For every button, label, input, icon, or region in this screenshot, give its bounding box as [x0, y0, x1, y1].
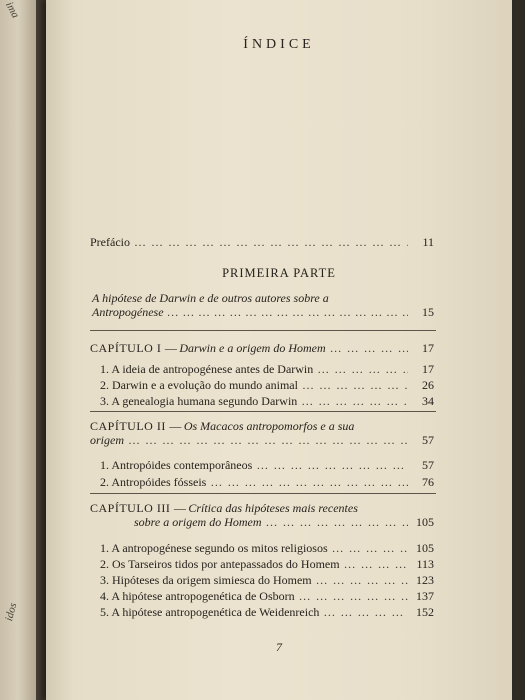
toc-page-number: 26 [422, 378, 434, 392]
page-title: ÍNDICE [243, 37, 315, 52]
toc-item [100, 573, 434, 587]
toc-entry-label: Prefácio [90, 235, 130, 249]
page-folio: 7 [276, 640, 282, 654]
toc-page-number: 11 [422, 235, 434, 249]
chapter-title: Os Macacos antropomorfos e a sua [183, 419, 355, 433]
left-page-fragment-top: ima [3, 0, 22, 21]
toc-item [100, 605, 434, 619]
section-divider [90, 493, 436, 494]
chapter-title: Crítica das hipóteses mais recentes [188, 501, 358, 515]
toc-item-text: 2. Antropóides fósseis [100, 475, 207, 489]
toc-page-number: 152 [416, 605, 434, 619]
dot-leader [134, 235, 408, 249]
toc-item [100, 394, 434, 408]
section-divider [90, 330, 436, 331]
toc-page-number: 17 [422, 362, 434, 376]
toc-item-text: 1. A ideia de antropogénese antes de Darwin [100, 362, 314, 376]
toc-item-text: 3. Hipóteses da origem simiesca do Homem [100, 573, 312, 587]
chapter-title: Darwin e a origem do Homem [179, 341, 326, 355]
part-subtitle [92, 291, 434, 319]
toc-page-number: 105 [416, 515, 434, 529]
section-divider [90, 411, 436, 412]
chapter-label: CAPÍTULO III — [90, 501, 187, 515]
dot-leader [210, 475, 408, 489]
dot-leader [256, 458, 408, 472]
toc-item-text: 1. Antropóides contemporâneos [100, 458, 253, 472]
toc-page-number: 57 [422, 433, 434, 447]
toc-item [100, 475, 434, 489]
toc-page-number: 57 [422, 458, 434, 472]
dot-leader [266, 515, 408, 529]
chapter-label: CAPÍTULO I — [90, 341, 178, 355]
dot-leader [302, 378, 408, 392]
toc-item [100, 362, 434, 376]
part-title: PRIMEIRA PARTE [222, 266, 336, 280]
dot-leader [299, 589, 408, 603]
toc-item [100, 589, 434, 603]
part-subtitle-line2: Antropogénese [92, 305, 164, 319]
dot-leader [301, 394, 408, 408]
toc-item [100, 541, 434, 555]
toc-page-number: 76 [422, 475, 434, 489]
toc-page-number: 113 [416, 557, 434, 571]
toc-item-text: 2. Darwin e a evolução do mundo animal [100, 378, 298, 392]
dot-leader [330, 341, 408, 355]
index-page [46, 0, 512, 700]
chapter-heading-2 [90, 419, 434, 447]
toc-page-number: 17 [422, 341, 434, 355]
dot-leader [344, 557, 408, 571]
dot-leader [332, 541, 408, 555]
dot-leader [323, 605, 408, 619]
dot-leader [316, 573, 408, 587]
chapter-title-continued: origem [90, 433, 124, 447]
left-page-edge [0, 0, 36, 700]
toc-item [100, 378, 434, 392]
toc-item-text: 5. A hipótese antropogenética de Weidenreich [100, 605, 320, 619]
chapter-label: CAPÍTULO II — [90, 419, 182, 433]
toc-item [100, 458, 434, 472]
toc-page-number: 105 [416, 541, 434, 555]
chapter-heading-1 [90, 341, 434, 355]
toc-entry-prefacio [90, 235, 434, 249]
chapter-3-items [100, 541, 434, 619]
toc-item-text: 2. Os Tarseiros tidos por antepassados do Homem [100, 557, 340, 571]
dot-leader [317, 362, 408, 376]
left-page-fragment-bottom: idos [3, 601, 20, 623]
dot-leader [168, 305, 408, 319]
part-subtitle-line1: A hipótese de Darwin e de outros autores sobre a [92, 291, 329, 305]
toc-item-text: 1. A antropogénese segundo os mitos religiosos [100, 541, 328, 555]
toc-page-number: 137 [416, 589, 434, 603]
toc-item-text: 4. A hipótese antropogenética de Osborn [100, 589, 295, 603]
chapter-heading-3 [90, 501, 434, 529]
toc-item-text: 3. A genealogia humana segundo Darwin [100, 394, 298, 408]
toc-page-number: 123 [416, 573, 434, 587]
toc-page-number: 15 [422, 305, 434, 319]
toc-item [100, 557, 434, 571]
dot-leader [128, 433, 408, 447]
chapter-title-continued: sobre a origem do Homem [134, 515, 262, 529]
chapter-1-items [100, 362, 434, 408]
chapter-2-items [100, 458, 434, 489]
toc-page-number: 34 [422, 394, 434, 408]
